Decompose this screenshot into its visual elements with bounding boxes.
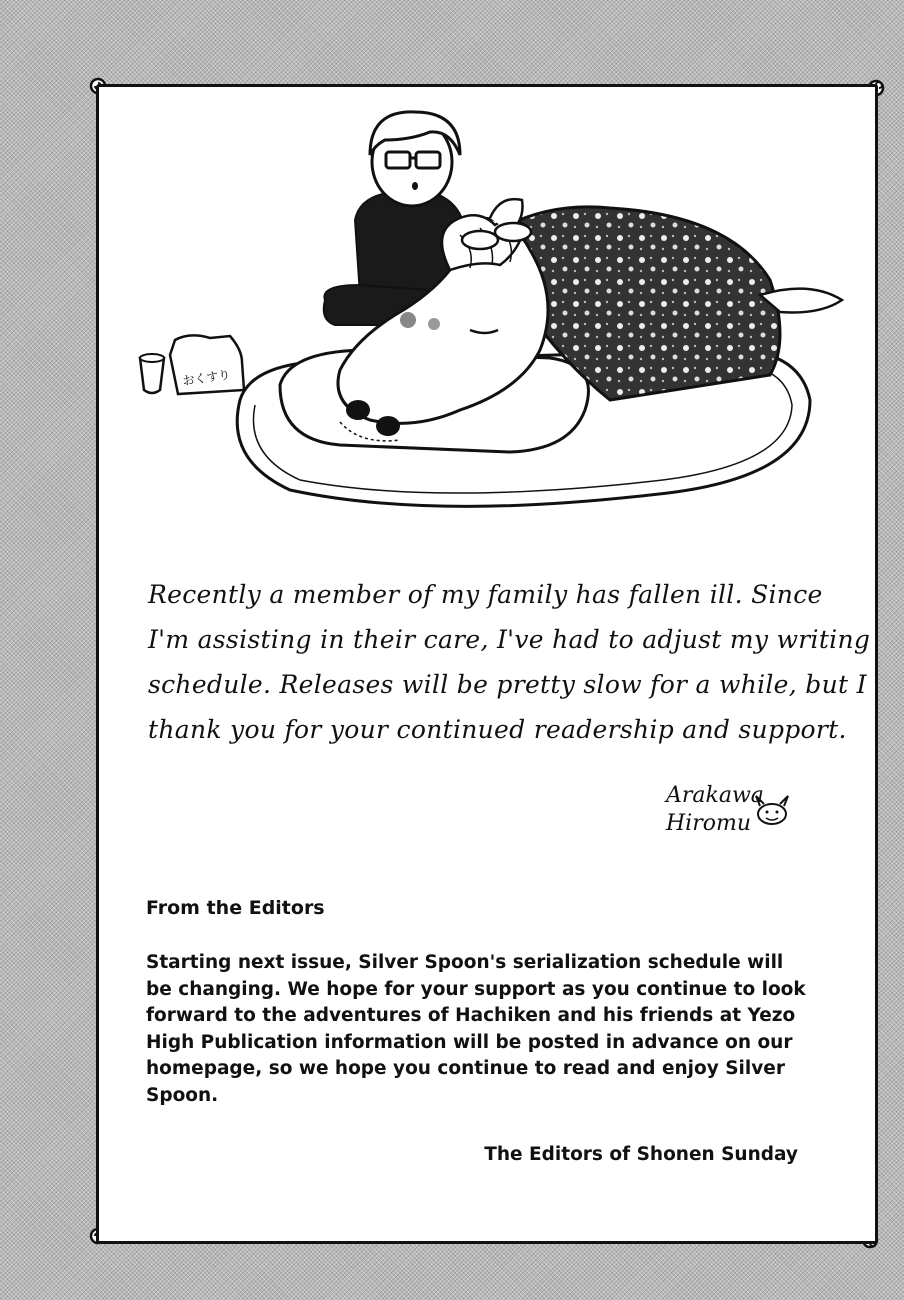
letter-line: thank you for your continued readership and support. (148, 715, 847, 744)
editors-note-line: forward to the adventures of Hachiken and his friends at Yezo (146, 1005, 796, 1026)
letter-line: schedule. Releases will be pretty slow for a while, but I (148, 670, 867, 699)
editors-note (146, 950, 806, 1109)
cow-doodle-icon (752, 790, 792, 830)
editors-note-line: be changing. We hope for your support as you continue to look (146, 978, 806, 1000)
medicine-bag-label: おくすり (181, 367, 232, 389)
editors-note-line: homepage, so we hope you continue to read and enjoy Silver (146, 1058, 785, 1079)
letter-line: I'm assisting in their care, I've had to adjust my writing (148, 625, 871, 654)
signature-line: Hiromu (666, 811, 752, 836)
author-letter (148, 572, 871, 752)
editors-heading: From the Editors (146, 897, 325, 919)
signature-line: Arakawa (666, 783, 764, 808)
author-signature (666, 782, 764, 838)
editors-sign-off: The Editors of Shonen Sunday (484, 1144, 798, 1165)
editors-note-line: Starting next issue, Silver Spoon's serialization schedule will (146, 952, 784, 973)
editors-note-line: High Publication information will be posted in advance on our (146, 1031, 793, 1053)
editors-note-line: Spoon. (146, 1084, 219, 1106)
sick-horse-illustration (130, 100, 850, 520)
letter-line: Recently a member of my family has fallen ill. Since (148, 580, 823, 609)
